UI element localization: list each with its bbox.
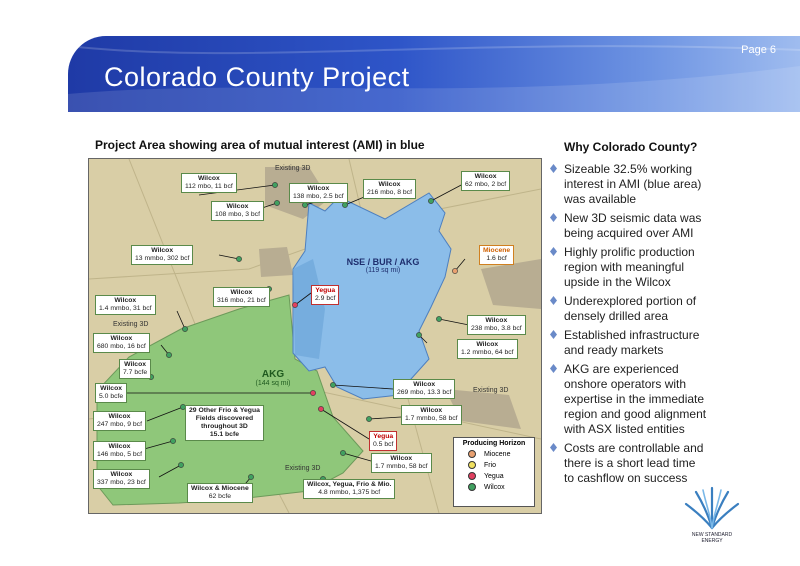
diamond-bullet-icon xyxy=(550,296,557,305)
project-map xyxy=(88,158,542,514)
map-heading: Project Area showing area of mutual interest (AMI) in blue xyxy=(95,138,425,152)
field-label: Wilcox 316 mbo, 21 bcf xyxy=(213,287,270,307)
logo-text: NEW STANDARD ENERGY xyxy=(691,532,733,544)
field-label: Yegua 0.5 bcf xyxy=(369,431,397,451)
field-label: Wilcox & Miocene 62 bcfe xyxy=(187,483,253,503)
existing-3d-label: Existing 3D xyxy=(275,165,311,172)
akg-region-label xyxy=(243,369,303,387)
ami-region-area: (119 sq mi) xyxy=(365,267,401,274)
field-dot-wilcox xyxy=(330,382,335,387)
field-label: Wilcox 112 mbo, 11 bcf xyxy=(181,173,237,193)
field-label: Wilcox 7.7 bcfe xyxy=(119,359,151,379)
field-dot-wilcox xyxy=(302,202,307,207)
field-dot-wilcox xyxy=(166,352,171,357)
field-dot-wilcox xyxy=(428,198,433,203)
field-dot-wilcox xyxy=(366,416,371,421)
legend-item-yegua: Yegua xyxy=(468,472,534,480)
legend-item-frio: Frio xyxy=(468,461,534,469)
logo-fountain-icon xyxy=(672,482,752,532)
page-number: Page 6 xyxy=(741,44,776,56)
wilcox-dot-icon xyxy=(468,483,476,491)
diamond-bullet-icon xyxy=(550,213,557,222)
reason-item: Underexplored portion of densely drilled area xyxy=(548,294,708,324)
diamond-bullet-icon xyxy=(550,164,557,173)
field-label: Yegua 2.9 bcf xyxy=(311,285,339,305)
field-dot-wilcox xyxy=(340,450,345,455)
field-label: Wilcox 108 mbo, 3 bcf xyxy=(211,201,264,221)
reasons-list xyxy=(548,162,708,490)
reason-item: Sizeable 32.5% working interest in AMI (blue area) was available xyxy=(548,162,708,207)
existing-3d-area-west xyxy=(259,247,293,277)
legend-title: Producing Horizon xyxy=(462,440,526,447)
field-dot-wilcox xyxy=(248,474,253,479)
field-dot-wilcox xyxy=(342,202,347,207)
reason-item: Established infrastructure and ready markets xyxy=(548,328,708,358)
reason-item: AKG are experienced onshore operators with expertise in the immediate region and good alignment with ASX listed entities xyxy=(548,362,708,437)
page-title: Colorado County Project xyxy=(104,62,410,92)
field-label: Wilcox 247 mbo, 9 bcf xyxy=(93,411,146,431)
other-fields-note: 29 Other Frio & Yegua Fields discovered throughout 3D 15.1 bcfe xyxy=(185,405,264,441)
company-logo xyxy=(672,482,752,560)
sidebar-heading: Why Colorado County? xyxy=(564,140,698,154)
field-dot-wilcox xyxy=(274,200,279,205)
legend-item-wilcox: Wilcox xyxy=(468,483,534,491)
akg-region-area: (144 sq mi) xyxy=(255,380,291,387)
existing-3d-label: Existing 3D xyxy=(473,387,509,394)
yegua-dot-icon xyxy=(468,472,476,480)
reason-item: Costs are controllable and there is a short lead time to cashflow on success xyxy=(548,441,708,486)
field-label: Wilcox 1.4 mmbo, 31 bcf xyxy=(95,295,156,315)
field-label: Wilcox 62 mbo, 2 bcf xyxy=(461,171,510,191)
field-label: Wilcox 337 mbo, 23 bcf xyxy=(93,469,150,489)
field-label: Wilcox 146 mbo, 5 bcf xyxy=(93,441,146,461)
akg-region-name: AKG xyxy=(261,369,285,380)
field-label: Miocene 1.6 bcf xyxy=(479,245,514,265)
field-dot-yegua xyxy=(318,406,323,411)
field-dot-miocene xyxy=(452,268,457,273)
legend-item-miocene: Miocene xyxy=(468,450,534,458)
field-label: Wilcox 680 mbo, 16 bcf xyxy=(93,333,150,353)
diamond-bullet-icon xyxy=(550,443,557,452)
field-dot-wilcox xyxy=(178,462,183,467)
field-dot-wilcox xyxy=(170,438,175,443)
producing-horizon-legend xyxy=(453,437,535,507)
field-label: Wilcox 1.7 mmbo, 58 bcf xyxy=(371,453,432,473)
field-label: Wilcox, Yegua, Frio & Mio. 4.8 mmbo, 1,375 bcf xyxy=(303,479,395,499)
field-dot-yegua xyxy=(292,302,297,307)
field-label: Wilcox 216 mbo, 8 bcf xyxy=(363,179,416,199)
field-label: Wilcox 238 mbo, 3.8 bcf xyxy=(467,315,526,335)
field-label: Wilcox 13 mmbo, 302 bcf xyxy=(131,245,193,265)
field-dot-wilcox xyxy=(416,332,421,337)
field-label: Wilcox 1.7 mmbo, 58 bcf xyxy=(401,405,462,425)
field-label: Wilcox 269 mbo, 13.3 bcf xyxy=(393,379,455,399)
reason-item: Highly prolific production region with meaningful upside in the Wilcox xyxy=(548,245,708,290)
ami-region-name: NSE / BUR / AKG xyxy=(346,257,420,267)
field-dot-wilcox xyxy=(236,256,241,261)
existing-3d-label: Existing 3D xyxy=(285,465,321,472)
diamond-bullet-icon xyxy=(550,330,557,339)
field-label: Wilcox 5.0 bcfe xyxy=(95,383,127,403)
field-label: Wilcox 1.2 mmbo, 64 bcf xyxy=(457,339,518,359)
ami-region-label xyxy=(333,257,433,274)
field-dot-wilcox xyxy=(182,326,187,331)
existing-3d-label: Existing 3D xyxy=(113,321,149,328)
frio-dot-icon xyxy=(468,461,476,469)
diamond-bullet-icon xyxy=(550,247,557,256)
diamond-bullet-icon xyxy=(550,364,557,373)
field-dot-wilcox xyxy=(272,182,277,187)
reason-item: New 3D seismic data was being acquired over AMI xyxy=(548,211,708,241)
field-dot-yegua xyxy=(310,390,315,395)
header-banner xyxy=(68,36,800,112)
field-label: Wilcox 138 mbo, 2.5 bcf xyxy=(289,183,348,203)
miocene-dot-icon xyxy=(468,450,476,458)
field-dot-wilcox xyxy=(436,316,441,321)
